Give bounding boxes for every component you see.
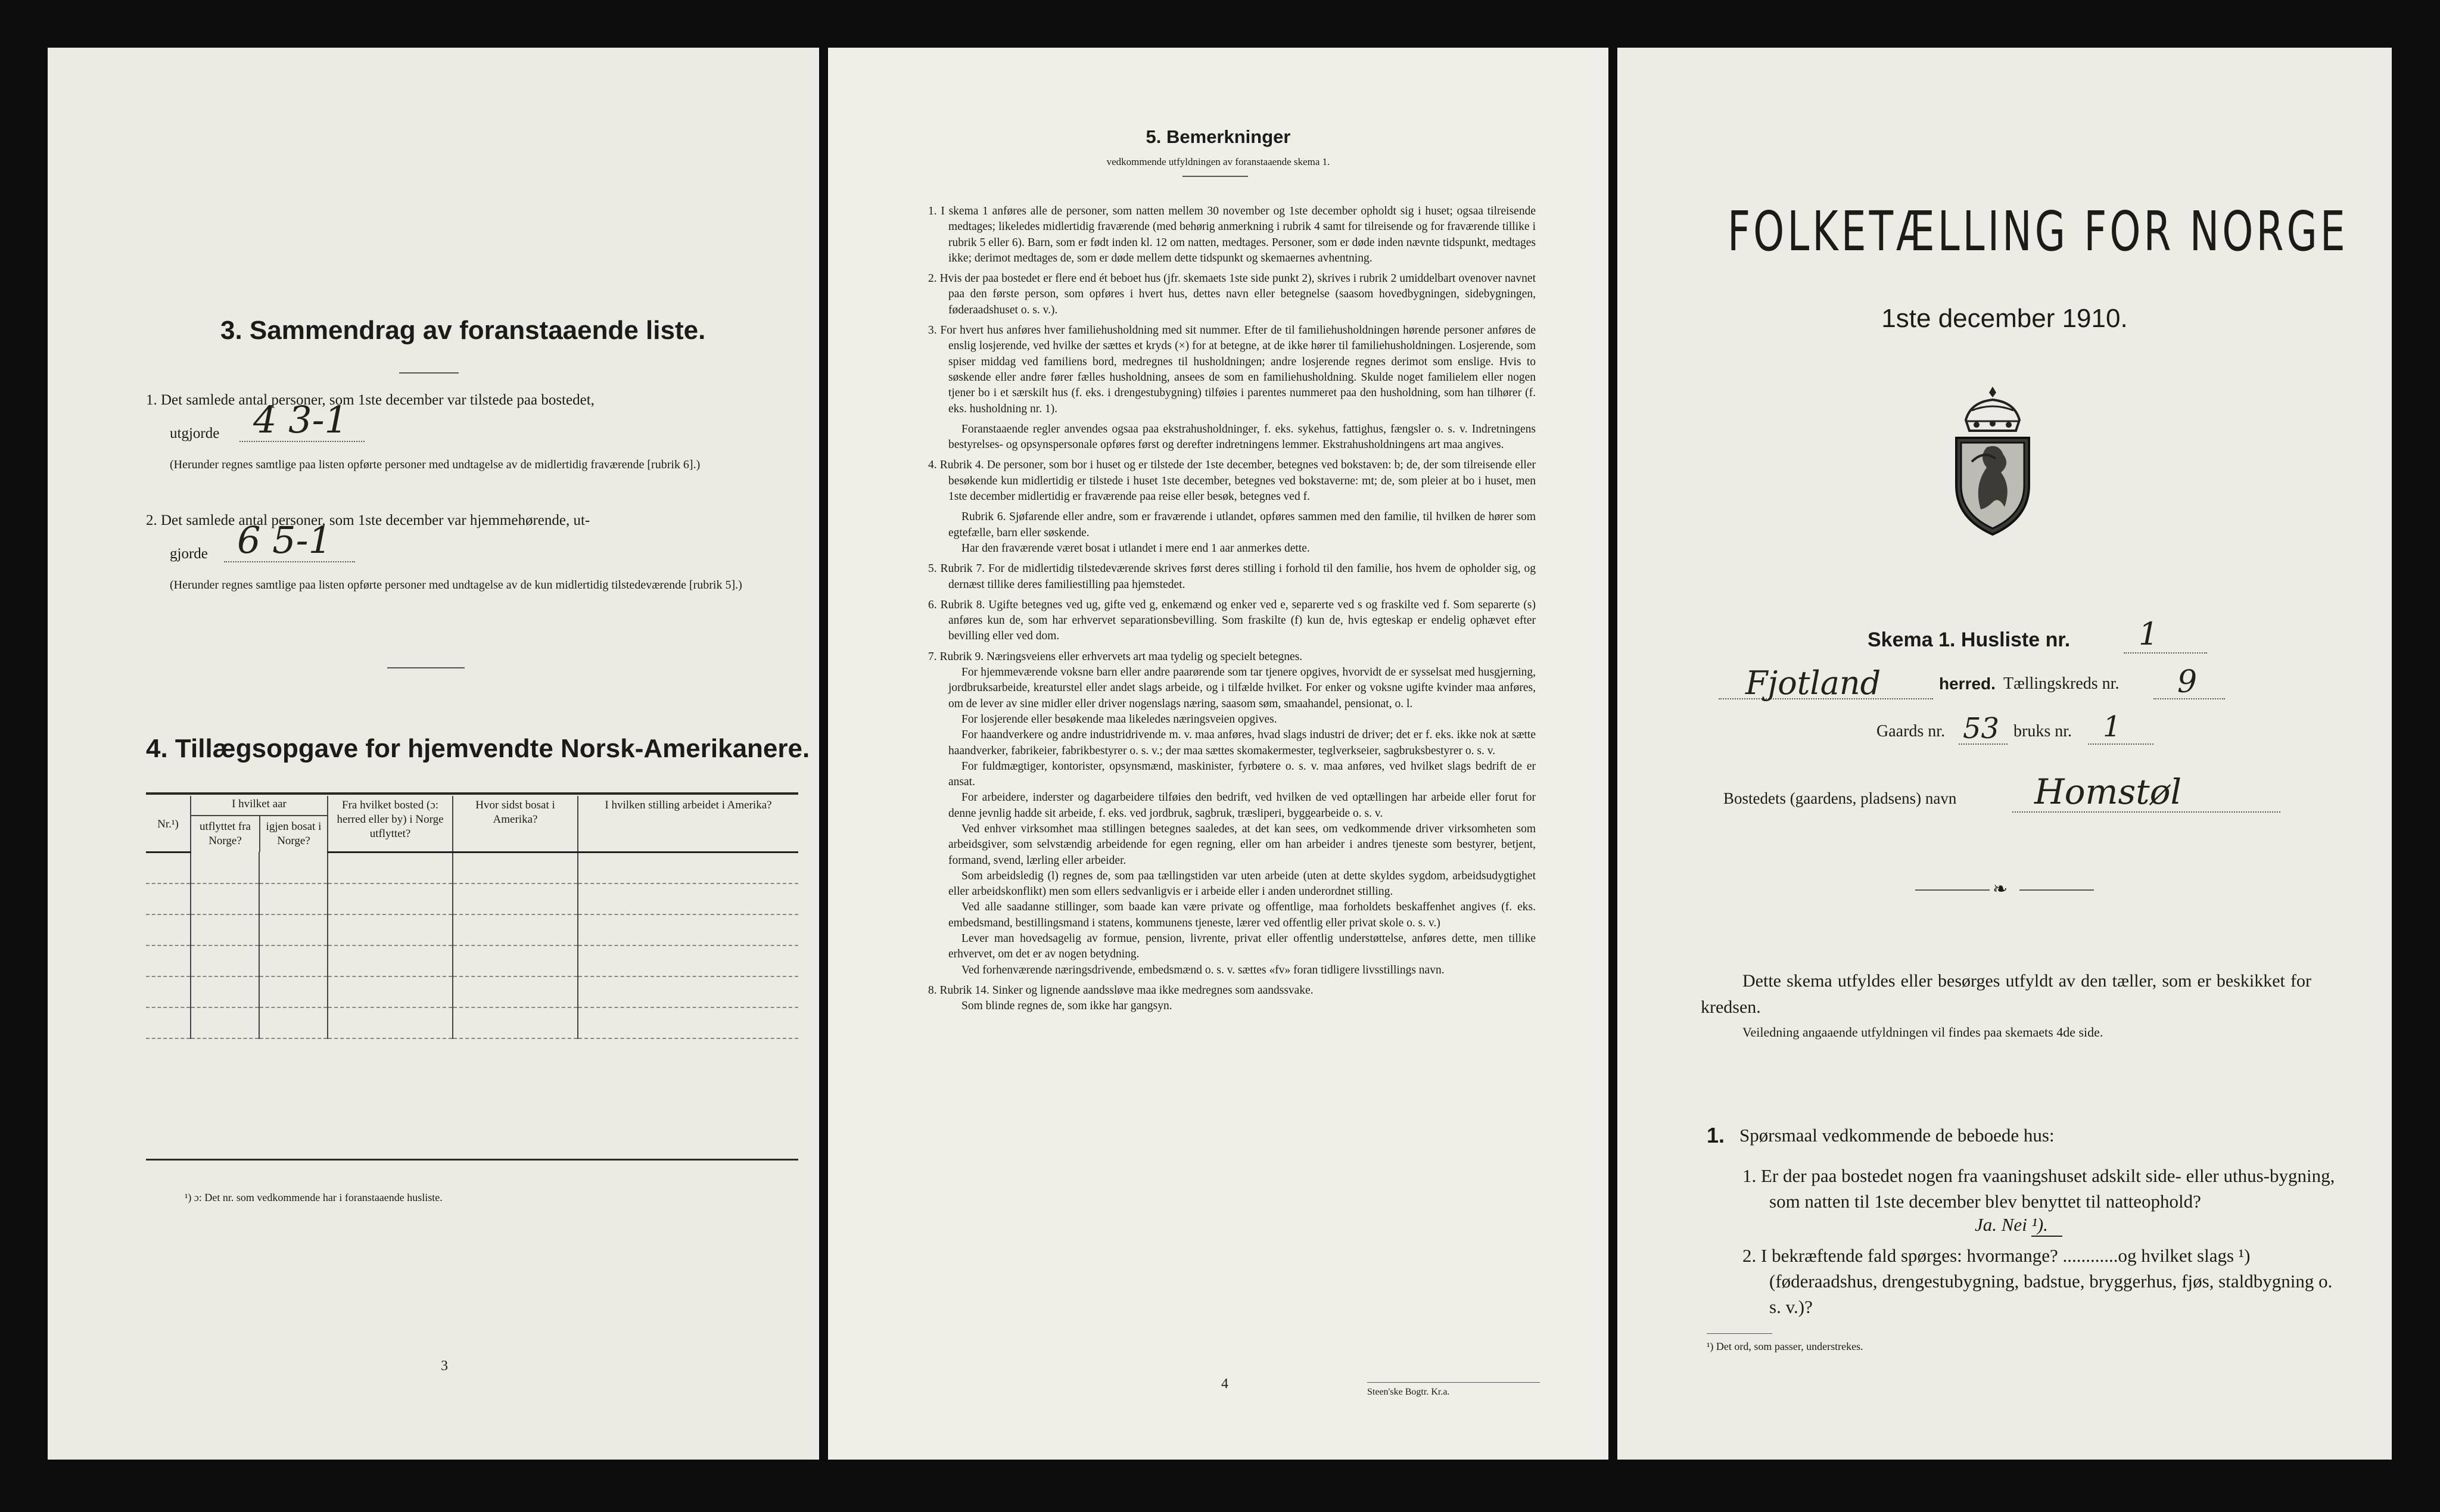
remark-4-cont: Har den fraværende været bosat i utlandet i mere end 1 aar anmerkes dette. xyxy=(961,542,1310,555)
utgjorde-label-2: gjorde xyxy=(170,546,208,562)
remark-3-cont: Foranstaaende regler anvendes ogsaa paa ekstrahusholdninger, f. eks. sykehus, fattighus, fængsler o. s. v. Indretningens bestyrelses- og opsynspersonale opføres først og derefter indretningens lemmer. Ekstrahusholdningens art maa angives. xyxy=(948,422,1536,452)
remark-1: 1. I skema 1 anføres alle de personer, som natten mellem 30 november og 1ste december opholdt sig i huset; ogsaa tilreisende medtages; likeledes midlertidig fraværende (med behørig anmerkning i rubrik 4 samt for tilreisende og for fraværende tillike i rubrik 5 eller 6). Barn, som er født inden kl. 12 om natten, medtages. Personer, som er døde inden nævnte tidspunkt, medtages ikke; derimot medtages de, som er døde mellem dette tidspunkt og skemaernes avhentning. xyxy=(928,205,1536,265)
printer-rule xyxy=(1367,1382,1540,1383)
remark-7-g: Som arbeidsledig (l) regnes de, som paa tællingstiden var uten arbeide (uten at dette skyldes sygdom, arbeidsudygtighet eller arbeidskonflikt) men som ellers sedvanligvis er i arbeide eller i anden underordnet stilling. xyxy=(948,869,1536,898)
norsk-amerikaner-table xyxy=(146,796,798,1039)
table-row xyxy=(146,914,798,945)
col-bosted: Fra hvilket bosted (ɔ: herred eller by) i Norge utflyttet? xyxy=(328,796,453,852)
page-3 xyxy=(48,48,819,1460)
page-4 xyxy=(828,48,1608,1460)
table-row xyxy=(146,945,798,976)
remark-4-rubrik6: Rubrik 6. Sjøfarende eller andre, som er fraværende i utlandet, opføres sammen med den familie, til hvilken de hører som egtefælle, barn eller søskende. xyxy=(948,511,1536,539)
remarks-heading: 5. Bemerkninger xyxy=(1146,126,1291,147)
remark-7-c: For haandverkere og andre industridrivende m. v. maa anføres, hvad slags industri de driver; det er f. eks. ikke nok at sætte haandverker, fabrikeier, fabrikbestyrer o. s. v.; der maa sættes skomakermester, teglverkseier, sagbruksbestyrer o. s. v. xyxy=(948,729,1536,757)
remark-2: 2. Hvis der paa bostedet er flere end ét beboet hus (jfr. skemaets 1ste side punkt 2), skrives i rubrik 2 umiddelbart ovenover navnet paa den første person, som opføres i hvert hus, dettes navn eller betegnelse (saasom hovedbygningen, sidebygningen, føderaadshuset o. s. v.). xyxy=(928,272,1536,316)
question-1: 1. Er der paa bostedet nogen fra vaaningshuset adskilt side- eller uthus-bygning, som natten til 1ste december blev benyttet til natteophold? xyxy=(1742,1165,2335,1212)
bosted-label: Bostedets (gaardens, pladsens) navn xyxy=(1723,789,1957,807)
col-stilling: I hvilken stilling arbeidet i Amerika? xyxy=(578,796,798,852)
gaards-value: 53 xyxy=(1963,712,2000,745)
table-footnote: ¹) ɔ: Det nr. som vedkommende har i foranstaaende husliste. xyxy=(185,1191,443,1203)
form-title: FOLKETÆLLING FOR NORGE xyxy=(1728,200,2348,263)
husliste-number: 1 xyxy=(2139,617,2159,652)
table-bottom-rule xyxy=(146,1159,798,1161)
remarks-body xyxy=(928,204,1536,1019)
col-nr: Nr.¹) xyxy=(146,796,191,852)
remark-7-e: For arbeidere, inderster og dagarbeidere tilføies den bedrift, ved hvilken de ved optællingen har arbeide eller forut for denne jevnlig hadde sit arbeide, f. eks. ved jordbruk, sagbruk, træsliperi, byggearbeide o. s. v. xyxy=(948,791,1536,820)
divider xyxy=(1915,889,1990,891)
printer-imprint: Steen'ske Bogtr. Kr.a. xyxy=(1367,1387,1450,1397)
remark-7: 7. Rubrik 9. Næringsveiens eller erhvervets art maa tydelig og specielt betegnes. xyxy=(928,650,1303,663)
page-number: 4 xyxy=(1221,1376,1228,1392)
divider xyxy=(387,667,465,668)
summary-note-1: (Herunder regnes samtlige paa listen opførte personer med undtagelse av de midlertidig fraværende [rubrik 6].) xyxy=(170,458,701,471)
bosted-value: Homstøl xyxy=(2034,771,2182,812)
divider xyxy=(1182,176,1248,177)
question-1-answer: Ja. Nei ¹). xyxy=(1975,1214,2048,1235)
kreds-label: Tællingskreds nr. xyxy=(2003,674,2120,693)
table-row xyxy=(146,976,798,1007)
utgjorde-label: utgjorde xyxy=(170,425,220,441)
remark-8: 8. Rubrik 14. Sinker og lignende aandssløve maa ikke medregnes som aandssvake. xyxy=(928,984,1314,997)
questions-heading: Spørsmaal vedkommende de beboede hus: xyxy=(1739,1125,2055,1146)
bruks-value: 1 xyxy=(2103,710,2121,743)
col-sidst-bosat: Hvor sidst bosat i Amerika? xyxy=(453,796,578,852)
table-row xyxy=(146,852,798,883)
remark-7-b: For losjerende eller besøkende maa likeledes næringsveien opgives. xyxy=(961,713,1277,726)
fleuron-icon: ❧ xyxy=(1993,879,2008,899)
col-igjen-bosat: igjen bosat i Norge? xyxy=(259,816,327,852)
divider xyxy=(2019,889,2094,891)
kreds-value: 9 xyxy=(2177,664,2198,700)
present-count: 4 3-1 xyxy=(253,398,348,441)
remark-3: 3. For hvert hus anføres hver familiehusholdning med sit nummer. Efter de til familiehusholdningen hørende personer anføres de enslig losjerende, ved hvilke der sættes et kryds (×) for at betegne, at de ikke hører til familiehusholdningen. Losjerende, som spiser middag ved familiens bord, medregnes til husholdningen; andre losjerende regnes derimot som enslige. Hvis to søskende eller andre fører fælles husholdning, ansees de som en familiehusholdning. Skulde noget familielem eller nogen tjener bo i et særskilt hus (f. eks. i drengestubygning) tilføies i parentes nummeret paa den husholdning, som han tilhører (f. eks. husholdning nr. 1). xyxy=(928,324,1536,415)
nei-underline xyxy=(2031,1236,2062,1237)
remark-7-j: Ved forhenværende næringsdrivende, embedsmænd o. s. v. sættes «fv» foran tidligere livsstillings navn. xyxy=(961,963,1445,976)
section4-heading: 4. Tillægsopgave for hjemvendte Norsk-Amerikanere. xyxy=(146,734,810,763)
census-date: 1ste december 1910. xyxy=(1881,304,2128,333)
question-2: 2. I bekræftende fald spørges: hvormange? ............og hvilket slags ¹) (føderaadshus, drengestubygning, badstue, bryggerhus, fjøs, staldbygning o. s. v.)? xyxy=(1742,1245,2333,1317)
herred-label: herred. xyxy=(1939,674,1996,693)
table-row xyxy=(146,1007,798,1038)
page-footnote: ¹) Det ord, som passer, understrekes. xyxy=(1707,1340,1863,1352)
page-number: 3 xyxy=(441,1358,448,1374)
page-1-cover: FOLKETÆLLING FOR NORGE 1ste december 1910. Skema 1. Husliste nr. 1 Fjotland herred. Tællingskreds nr. 9 Gaards nr. 53 bruks nr. 1 Bostedets (gaardens, pladsens) navn Homstøl ❧ Dette skema utfyldes eller besørges utfyldt av den tæller, som er beskikket for kredsen. Veiledning angaaende utfyldningen vil findes paa skemaets 4de side. 1. Spørsmaal vedkommende de beboede hus: 1. Er der paa bostedet nogen fra vaaningshuset adskilt side- eller uthus-bygning, som natten til 1ste december blev benyttet til natteophold? Ja. Nei ¹). 2. I bekræftende fald spørges: hvormange? ............og hvilket slags ¹) (føderaadshus, drengestubygning, badstue, bryggerhus, fjøs, staldbygning o. s. v.)? ¹) Det ord, som passer, understrekes. xyxy=(1617,48,2392,1460)
remark-7-d: For fuldmægtiger, kontorister, opsynsmænd, maskinister, fyrbøtere o. s. v. maa anføres, ved hvilket slags bedrift de er ansat. xyxy=(948,760,1536,789)
remark-5: 5. Rubrik 7. For de midlertidig tilstedeværende skrives først deres stilling i forhold til den familie, hos hvem de opholder sig, og dernæst tillike deres familiestilling paa hjemstedet. xyxy=(928,562,1536,591)
resident-count: 6 5-1 xyxy=(237,518,332,562)
remark-8-cont: Som blinde regnes de, som ikke har gangsyn. xyxy=(961,1000,1172,1013)
remark-7-i: Lever man hovedsagelig av formue, pension, livrente, privat eller offentlig understøttelse, anføres dette, men tillike erhvervet, om det er av nogen betydning. xyxy=(948,932,1536,961)
divider xyxy=(399,372,459,374)
section3-heading: 3. Sammendrag av foranstaaende liste. xyxy=(220,316,706,345)
remark-6: 6. Rubrik 8. Ugifte betegnes ved ug, gifte ved g, enkemænd og enker ved e, separerte ved s og fraskilte ved f. Som separerte (s) anføres kun de, som har erhvervet separationsbevilling. Som fraskilte (f) kun de, hvis egteskap er endelig ophævet efter bevilling eller ved dom. xyxy=(928,598,1536,643)
table-top-rule xyxy=(146,792,798,795)
bruks-label: bruks nr. xyxy=(2013,722,2072,741)
summary-item-2: 2. Det samlede antal personer, som 1ste december var hjemmehørende, ut- xyxy=(146,512,590,528)
remark-7-h: Ved alle saadanne stillinger, som baade kan være private og offentlige, maa forholdets beskaffenhet angives (f. eks. embedsmand, bestillingsmand i statens, kommunens tjeneste, lærer ved offentlig eller privat skole o. s. v.) xyxy=(948,901,1536,929)
herred-value: Fjotland xyxy=(1745,664,1881,702)
footnote-rule xyxy=(1707,1333,1772,1334)
table-row xyxy=(146,883,798,914)
norwegian-lion-shield-icon xyxy=(1948,384,2037,536)
remark-4: 4. Rubrik 4. De personer, som bor i huset og er tilstede der 1ste december, betegnes ved bokstaven: b; de, der som tilreisende eller besøkende kun midlertidig er tilstede i huset 1ste december, betegnes ved bokstaverne: mt; de, som pleier at bo i huset, men 1ste december midlertidig er fraværende paa reise eller besøk, betegnes ved f. xyxy=(928,459,1536,503)
col-utflyttet: utflyttet fra Norge? xyxy=(200,820,251,847)
remark-7-f: Ved enhver virksomhet maa stillingen betegnes saaledes, at det kan sees, om vedkommende driver virksomheten som arbeidsgiver, som selvstændig arbeidende for egen regning, eller om han arbeider i andres tjeneste som bestyrer, betjent, formand, svend, lærling eller arbeider. xyxy=(948,822,1536,867)
col-group-aar: I hvilket aar xyxy=(191,796,327,816)
remark-7-a: For hjemmeværende voksne barn eller andre paarørende som tar tjenere opgives, hvorvidt de er sysselsat med husgjerning, jordbruksarbeide, kreaturstel eller andet slags arbeide, og i tilfælde hvilket. For enker og voksne ugifte kvinder maa anføres, om de lever av sine midler eller driver nogenslags næring, saasom søm, smaahandel, pensionat, o. l. xyxy=(948,666,1536,710)
gaards-label: Gaards nr. xyxy=(1876,722,1946,741)
summary-note-2: (Herunder regnes samtlige paa listen opførte personer med undtagelse av de kun midlertidig tilstedeværende [rubrik 5].) xyxy=(170,578,742,592)
summary-item-1: 1. Det samlede antal personer, som 1ste december var tilstede paa bostedet, xyxy=(146,392,595,408)
instruction-text: Dette skema utfyldes eller besørges utfyldt av den tæller, som er beskikket for kredsen. xyxy=(1701,971,2311,1017)
skema-label: Skema 1. Husliste nr. xyxy=(1868,629,2071,651)
remarks-subheading: vedkommende utfyldningen av foranstaaende skema 1. xyxy=(1106,156,1330,167)
guidance-text: Veiledning angaaende utfyldningen vil findes paa skemaets 4de side. xyxy=(1742,1025,2103,1040)
